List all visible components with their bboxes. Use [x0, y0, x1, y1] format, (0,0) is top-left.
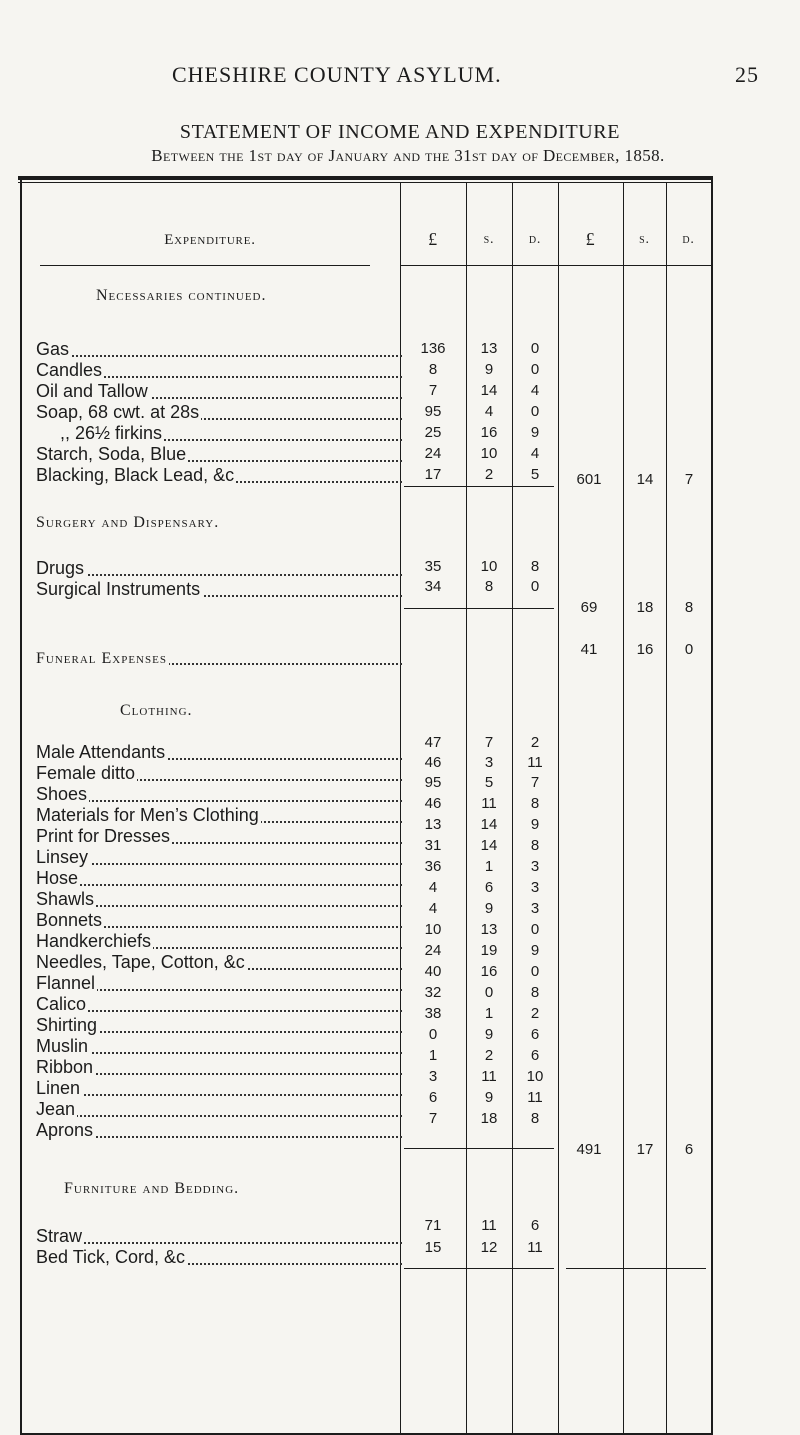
item-pounds: 95 [424, 774, 442, 791]
line-item [36, 972, 402, 994]
item-shillings: 14 [480, 382, 498, 399]
item-pence: 3 [530, 879, 540, 896]
total-rule [566, 1268, 706, 1269]
item-label: Drugs [36, 558, 85, 578]
item-label: Linen [36, 1078, 81, 1098]
item-shillings: 9 [484, 1089, 494, 1106]
line-item [36, 888, 402, 910]
col-header-pounds: £ [428, 229, 438, 249]
subtotal-rule [404, 1148, 554, 1149]
item-label: Shawls [36, 889, 95, 909]
line-item [36, 443, 402, 465]
item-pence: 0 [530, 578, 540, 595]
subtotal-rule [404, 486, 554, 487]
item-pounds: 38 [424, 1005, 442, 1022]
total-pence: 6 [684, 1141, 694, 1158]
item-pence: 9 [530, 942, 540, 959]
item-label: Candles [36, 360, 103, 380]
item-shillings: 9 [484, 900, 494, 917]
section-heading-surgery: Surgery and Dispensary. [36, 514, 220, 531]
item-pence: 8 [530, 1110, 540, 1127]
item-pence: 7 [530, 774, 540, 791]
item-pence: 0 [530, 340, 540, 357]
col-header-pounds-total: £ [585, 229, 596, 249]
item-pence: 9 [530, 816, 540, 833]
line-item [36, 1119, 402, 1141]
total-pounds: 41 [580, 641, 598, 658]
item-label: Shoes [36, 784, 88, 804]
item-shillings: 1 [484, 1005, 494, 1022]
item-label: Linsey [36, 847, 89, 867]
line-item [36, 359, 402, 381]
item-pounds: 3 [428, 1068, 438, 1085]
item-pence: 10 [526, 1068, 544, 1085]
item-pounds: 10 [424, 921, 442, 938]
item-shillings: 18 [480, 1110, 498, 1127]
item-shillings: 2 [484, 466, 494, 483]
item-pence: 2 [530, 1005, 540, 1022]
table-top-rule-thin [18, 182, 713, 183]
subtotal-rule [404, 608, 554, 609]
total-shillings: 17 [636, 1141, 654, 1158]
item-pence: 2 [530, 734, 540, 751]
item-shillings: 10 [480, 445, 498, 462]
line-item [36, 1014, 402, 1036]
line-item [36, 951, 402, 973]
item-label: Blacking, Black Lead, &c [36, 465, 235, 485]
total-pounds: 69 [580, 599, 598, 616]
line-item-funeral [36, 646, 402, 668]
item-label: Needles, Tape, Cotton, &c [36, 952, 245, 972]
line-item [36, 993, 402, 1015]
item-pence: 6 [530, 1047, 540, 1064]
item-pounds: 13 [424, 816, 442, 833]
item-shillings: 7 [484, 734, 494, 751]
section-heading-funeral: Funeral Expenses [36, 650, 167, 667]
col-sep-5 [623, 182, 624, 1434]
item-pounds: 47 [424, 734, 442, 751]
item-label: Muslin [36, 1036, 89, 1056]
item-shillings: 11 [481, 1068, 497, 1085]
line-item [36, 867, 402, 889]
item-label: Shirting [36, 1015, 98, 1035]
item-pence: 3 [530, 858, 540, 875]
line-item [36, 401, 402, 423]
item-pounds: 35 [424, 558, 442, 575]
col-header-shillings-total: s. [639, 232, 650, 247]
col-sep-6 [666, 182, 667, 1434]
item-pence: 9 [530, 424, 540, 441]
item-label: Starch, Soda, Blue [36, 444, 187, 464]
header-rule-desc [40, 265, 370, 266]
item-pence: 0 [530, 403, 540, 420]
item-shillings: 13 [480, 921, 498, 938]
total-pence: 8 [684, 599, 694, 616]
item-pence: 3 [530, 900, 540, 917]
item-pence: 4 [530, 382, 540, 399]
item-pounds: 1 [428, 1047, 438, 1064]
item-pounds: 15 [424, 1239, 442, 1256]
item-shillings: 14 [480, 837, 498, 854]
subtotal-rule [404, 1268, 554, 1269]
item-label: Print for Dresses [36, 826, 171, 846]
line-item [36, 846, 402, 868]
total-pounds: 491 [576, 1141, 602, 1158]
item-label: Flannel [36, 973, 96, 993]
section-heading-necessaries: Necessaries continued. [96, 287, 267, 304]
item-pounds: 7 [428, 382, 438, 399]
item-shillings: 11 [481, 1217, 497, 1234]
item-pence: 0 [530, 921, 540, 938]
line-item [36, 380, 402, 402]
item-shillings: 9 [484, 361, 494, 378]
item-label: Soap, 68 cwt. at 28s [36, 402, 200, 422]
section-heading-furniture: Furniture and Bedding. [64, 1180, 240, 1197]
item-shillings: 1 [484, 858, 494, 875]
item-label: Straw [36, 1226, 83, 1246]
item-pounds: 136 [420, 340, 446, 357]
item-label: Ribbon [36, 1057, 94, 1077]
item-shillings: 16 [480, 424, 498, 441]
item-pounds: 25 [424, 424, 442, 441]
item-shillings: 5 [484, 774, 494, 791]
page-number: 25 [735, 62, 759, 87]
item-pence: 4 [530, 445, 540, 462]
item-label: Bonnets [36, 910, 103, 930]
line-item [36, 422, 402, 444]
item-pounds: 32 [424, 984, 442, 1001]
item-shillings: 6 [484, 879, 494, 896]
total-pence: 7 [684, 471, 694, 488]
item-pounds: 4 [428, 879, 438, 896]
item-shillings: 12 [480, 1239, 498, 1256]
item-pence: 8 [530, 795, 540, 812]
item-label: Handkerchiefs [36, 931, 152, 951]
item-pounds: 31 [424, 837, 442, 854]
item-label: Gas [36, 339, 70, 359]
line-item [36, 804, 402, 826]
line-item [36, 825, 402, 847]
item-shillings: 13 [480, 340, 498, 357]
item-label: Oil and Tallow [36, 381, 148, 401]
item-shillings: 10 [480, 558, 498, 575]
item-shillings: 16 [480, 963, 498, 980]
col-header-expenditure: Expenditure. [164, 232, 256, 248]
item-label: Jean [36, 1099, 76, 1119]
table-top-rule [18, 176, 713, 180]
line-item [36, 1246, 402, 1268]
item-pence: 6 [530, 1217, 540, 1234]
line-item [36, 1225, 402, 1247]
line-item [36, 762, 402, 784]
section-heading-clothing: Clothing. [120, 702, 193, 719]
item-pence: 8 [530, 837, 540, 854]
item-label: Female ditto [36, 763, 136, 783]
item-pounds: 17 [424, 466, 442, 483]
item-label: Bed Tick, Cord, &c [36, 1247, 186, 1267]
item-pence: 0 [530, 361, 540, 378]
item-pounds: 46 [424, 795, 442, 812]
line-item [36, 464, 402, 486]
running-header: CHESHIRE COUNTY ASYLUM. [172, 62, 502, 87]
item-pounds: 95 [424, 403, 442, 420]
item-shillings: 11 [481, 795, 497, 812]
item-shillings: 0 [484, 984, 494, 1001]
item-pounds: 24 [424, 942, 442, 959]
item-pounds: 46 [424, 754, 442, 771]
item-pounds: 6 [428, 1089, 438, 1106]
statement-title: STATEMENT OF INCOME AND EXPENDITURE [179, 121, 621, 143]
item-label: ,, 26½ firkins [36, 423, 164, 443]
line-item [36, 741, 402, 763]
item-pounds: 7 [428, 1110, 438, 1127]
item-pence: 11 [527, 1239, 543, 1256]
header-rule-money [400, 265, 711, 266]
item-pounds: 0 [428, 1026, 438, 1043]
line-item [36, 1098, 402, 1120]
line-item [36, 930, 402, 952]
line-item [36, 909, 402, 931]
item-shillings: 2 [484, 1047, 494, 1064]
item-label: Hose [36, 868, 79, 888]
line-item [36, 1035, 402, 1057]
item-pounds: 8 [428, 361, 438, 378]
total-shillings: 18 [636, 599, 654, 616]
total-pence: 0 [684, 641, 694, 658]
item-pence: 6 [530, 1026, 540, 1043]
line-item [36, 557, 402, 579]
item-shillings: 19 [480, 942, 498, 959]
item-label: Male Attendants [36, 742, 166, 762]
table-right-border [711, 180, 713, 1435]
line-item [36, 338, 402, 360]
item-shillings: 4 [484, 403, 494, 420]
item-label: Surgical Instruments [36, 579, 201, 599]
item-label: Materials for Men’s Clothing [36, 805, 259, 825]
line-item [36, 783, 402, 805]
item-pounds: 34 [424, 578, 442, 595]
item-pence: 8 [530, 558, 540, 575]
item-pounds: 24 [424, 445, 442, 462]
item-pence: 8 [530, 984, 540, 1001]
total-pounds: 601 [576, 471, 602, 488]
item-shillings: 9 [484, 1026, 494, 1043]
item-pence: 5 [530, 466, 540, 483]
item-pence: 11 [527, 754, 543, 771]
total-shillings: 14 [636, 471, 654, 488]
line-item [36, 1056, 402, 1078]
item-shillings: 8 [484, 578, 494, 595]
statement-subtitle: Between the 1st day of January and the 31st day of December, 1858. [151, 146, 665, 165]
item-label: Aprons [36, 1120, 94, 1140]
item-pounds: 40 [424, 963, 442, 980]
item-pounds: 71 [424, 1217, 442, 1234]
total-shillings: 16 [636, 641, 654, 658]
item-pence: 11 [527, 1089, 543, 1106]
item-pounds: 4 [428, 900, 438, 917]
item-shillings: 14 [480, 816, 498, 833]
line-item [36, 578, 402, 600]
item-shillings: 3 [484, 754, 494, 771]
line-item [36, 1077, 402, 1099]
table-left-border [20, 180, 22, 1435]
item-pence: 0 [530, 963, 540, 980]
item-pounds: 36 [424, 858, 442, 875]
col-header-pence: d. [528, 232, 542, 247]
item-label: Calico [36, 994, 87, 1014]
col-header-shillings: s. [483, 232, 495, 247]
col-header-pence-total: d. [682, 232, 695, 247]
